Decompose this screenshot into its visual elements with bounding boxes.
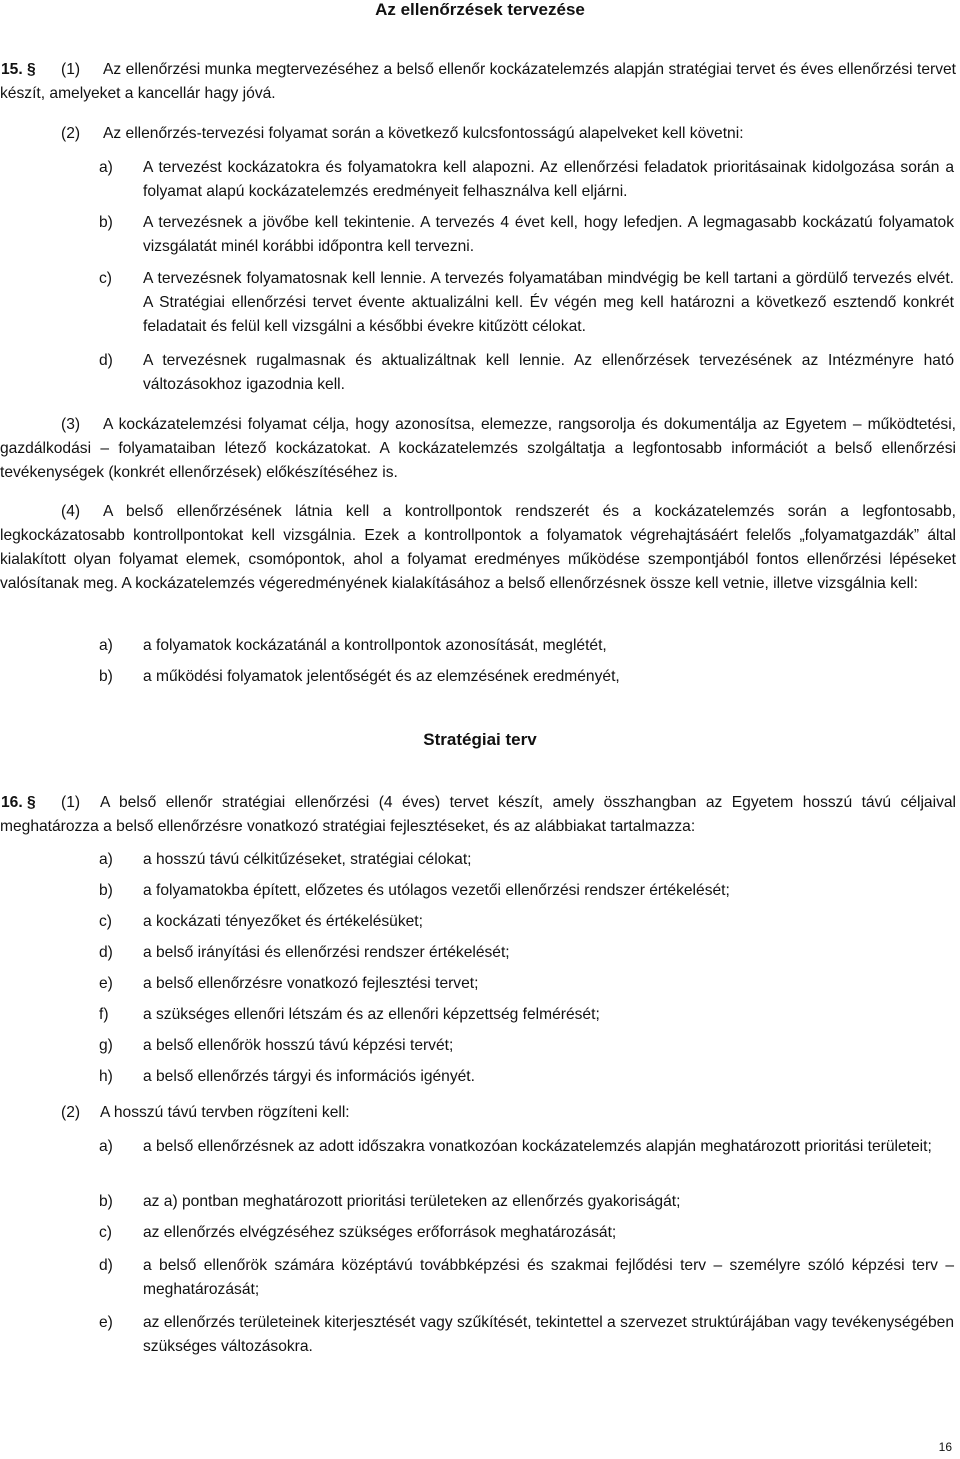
item-label: c) (99, 1224, 112, 1241)
list-item: a belső irányítási és ellenőrzési rendszer értékelését; (143, 944, 510, 961)
item-label: a) (99, 159, 113, 176)
item-label: d) (99, 1257, 113, 1274)
list-item: A tervezésnek folyamatosnak kell lennie. A tervezés folyamatában mindvégig be kell tartani a gördülő tervezés elvét. A Stratégiai ellenőrzési tervet évente aktualizálni kell. Év végén meg kell határozni a következő esztendő konkrét feladatait és felül kell vizsgálni a későbbi évekre kitűzött célokat. (143, 270, 954, 335)
list-item: A tervezést kockázatokra és folyamatokra kell alapozni. Az ellenőrzési feladatok prioritásainak kidolgozása során a folyamat alapú kockázatelemzés eredményeit felhasználva kell eljárni. (143, 159, 954, 200)
paragraph-label: (1) (61, 61, 81, 78)
page-number: 16 (938, 1440, 952, 1454)
list-item: a belső ellenőrök számára középtávú továbbképzési és szakmai fejlődési terv – személyre szóló képzési terv – meghatározását; (143, 1257, 954, 1298)
list-item: az a) pontban meghatározott prioritási területeken az ellenőrzés gyakoriságát; (143, 1193, 681, 1210)
paragraph-label: (4) (61, 503, 81, 520)
subsection-heading: Stratégiai terv (423, 730, 537, 749)
list-item: a belső ellenőrök hosszú távú képzési tervét; (143, 1037, 454, 1054)
paragraph-label: (3) (61, 416, 81, 433)
paragraph-label: (2) (61, 1104, 81, 1121)
paragraph-text: A belső ellenőrzésének látnia kell a kontrollpontok rendszerét és a kockázatelemzés során a legfontosabb, legkockázatosabb kontrollpontokat kell vizsgálnia. Ezek a kontrollpontok a folyamatok végrehajtásáért felelős „folyamatgazdák” által kialakított olyan folyamat elemek, csomópontok, ahol a folyamat eredményes működése szempontjából fontos ellenőrzési lépéseket valósítanak meg. A kockázatelemzés végeredményének kialakításához a belső ellenőrzésnek össze kell vetnie, illetve vizsgálnia kell: (0, 503, 956, 592)
item-label: h) (99, 1068, 113, 1085)
paragraph-text: A kockázatelemzési folyamat célja, hogy azonosítsa, elemezze, rangsorolja és dokumentálja az Egyetem – működtetési, gazdálkodási – folyamataiban létező kockázatokat. A kockázatelemzés szolgáltatja a legfontosabb információt a belső ellenőrzési tevékenységek (konkrét ellenőrzések) előkészítéséhez is. (0, 416, 956, 481)
item-label: b) (99, 1193, 113, 1210)
list-item: az ellenőrzés területeinek kiterjesztését vagy szűkítését, tekintettel a szervezet struktúrájában vagy tevékenységében szükséges változásokra. (143, 1314, 954, 1355)
item-label: d) (99, 352, 113, 369)
item-label: c) (99, 913, 112, 930)
list-item: a folyamatok kockázatánál a kontrollpontok azonosítását, meglétét, (143, 637, 607, 654)
list-item: a folyamatokba épített, előzetes és utólagos vezetői ellenőrzési rendszer értékelését; (143, 882, 730, 899)
paragraph-label: (1) (61, 794, 81, 811)
list-item: a hosszú távú célkitűzéseket, stratégiai célokat; (143, 851, 472, 868)
item-label: d) (99, 944, 113, 961)
section-number: 16. § (1, 794, 36, 811)
paragraph-text: Az ellenőrzési munka megtervezéséhez a belső ellenőr kockázatelemzés alapján stratégiai tervet és éves ellenőrzési tervet készít, amelyeket a kancellár hagy jóvá. (0, 61, 956, 102)
item-label: g) (99, 1037, 113, 1054)
item-label: c) (99, 270, 112, 287)
list-item: a belső ellenőrzésre vonatkozó fejlesztési tervet; (143, 975, 479, 992)
list-item: a belső ellenőrzésnek az adott időszakra vonatkozóan kockázatelemzés alapján meghatározott prioritási területeit; (143, 1138, 932, 1155)
paragraph-text: A hosszú távú tervben rögzíteni kell: (100, 1104, 350, 1121)
item-label: e) (99, 975, 113, 992)
list-item: A tervezésnek rugalmasnak és aktualizáltnak kell lennie. Az ellenőrzések tervezésének az Intézményre ható változásokhoz igazodnia kell. (143, 352, 954, 393)
item-label: a) (99, 637, 113, 654)
paragraph-label: (2) (61, 125, 81, 142)
list-item: A tervezésnek a jövőbe kell tekintenie. A tervezés 4 évet kell, hogy lefedjen. A legmagasabb kockázatú folyamatok vizsgálatát minél korábbi időpontra kell tervezni. (143, 214, 954, 255)
paragraph-text: Az ellenőrzés-tervezési folyamat során a következő kulcsfontosságú alapelveket kell követni: (103, 125, 744, 142)
list-item: a kockázati tényezőket és értékelésüket; (143, 913, 423, 930)
paragraph-text: A belső ellenőr stratégiai ellenőrzési (4 éves) tervet készít, amely összhangban az Egyetem hosszú távú céljaival meghatározza a belső ellenőrzésre vonatkozó stratégiai fejlesztéseket, és az alábbiakat tartalmazza: (0, 794, 956, 835)
item-label: f) (99, 1006, 109, 1023)
item-label: e) (99, 1314, 113, 1331)
list-item: az ellenőrzés elvégzéséhez szükséges erőforrások meghatározását; (143, 1224, 617, 1241)
list-item: a szükséges ellenőri létszám és az ellenőri képzettség felmérését; (143, 1006, 600, 1023)
item-label: b) (99, 882, 113, 899)
item-label: a) (99, 1138, 113, 1155)
section-heading: Az ellenőrzések tervezése (375, 0, 585, 19)
item-label: b) (99, 668, 113, 685)
item-label: b) (99, 214, 113, 231)
item-label: a) (99, 851, 113, 868)
list-item: a belső ellenőrzés tárgyi és információs igényét. (143, 1068, 475, 1085)
list-item: a működési folyamatok jelentőségét és az elemzésének eredményét, (143, 668, 620, 685)
section-number: 15. § (1, 61, 36, 78)
